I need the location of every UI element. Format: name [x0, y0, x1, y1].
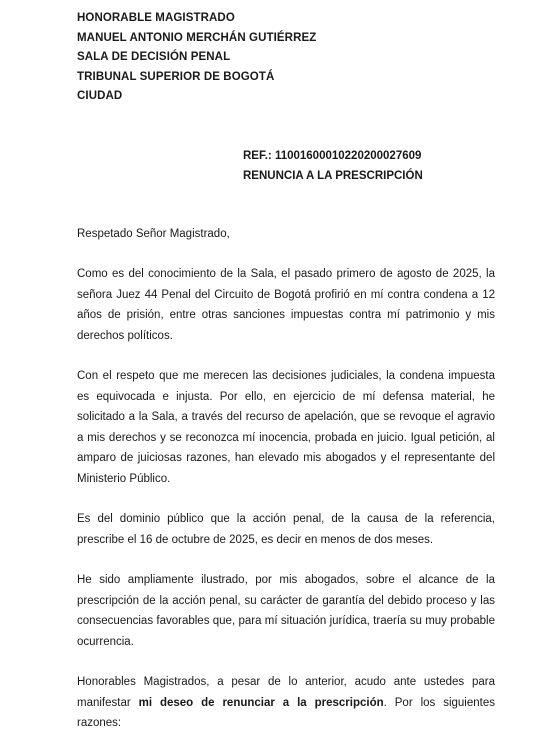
- addressee-court: TRIBUNAL SUPERIOR DE BOGOTÁ: [77, 70, 275, 83]
- reference-subject: RENUNCIA A LA PRESCRIPCIÓN: [243, 170, 423, 182]
- paragraph-5-intro: Honorables Magistrados, a pesar de lo anterior, acudo ante ustedes para manifestar: [77, 676, 495, 709]
- addressee-name: MANUEL ANTONIO MERCHÁN GUTIÉRREZ: [77, 31, 317, 44]
- addressee-city: CIUDAD: [77, 90, 123, 102]
- addressee-title: HONORABLE MAGISTRADO: [77, 12, 235, 24]
- paragraph-2: Con el respeto que me merecen las decisiones judiciales, la condena impuesta es equivocada e injusta. Por ello, en ejercicio de mí defensa material, he solicitado a la Sala, a través del recurso de apelación, que se revoque el agravio a mis derechos y se reconozca mí inocencia, probada en juicio. Igual petición, al amparo de juiciosas razones, han elevado mis abogados y el representante del Ministerio Público.: [77, 370, 495, 485]
- paragraph-4: He sido ampliamente ilustrado, por mis abogados, sobre el alcance de la prescripción de la acción penal, su carácter de garantía del debido proceso y las consecuencias favorables que, para mí situación jurídica, traería su muy probable ocurrencia.: [77, 574, 495, 648]
- reference-block: [243, 146, 543, 186]
- addressee-block: [77, 9, 497, 107]
- paragraph-5-emphasis: mi deseo de renunciar a la prescripción: [138, 696, 384, 709]
- paragraph-3: Es del dominio público que la acción penal, de la causa de la referencia, prescribe el 16 de octubre de 2025, es decir en menos de dos meses.: [77, 513, 495, 546]
- salutation: Respetado Señor Magistrado,: [77, 228, 230, 240]
- letter-body: [77, 224, 495, 754]
- paragraph-1: Como es del conocimiento de la Sala, el pasado primero de agosto de 2025, la señora Juez 44 Penal del Circuito de Bogotá profirió en mí contra condena a 12 años de prisión, entre otras sanciones impuestas contra mí patrimonio y mis derechos políticos.: [77, 268, 495, 342]
- paragraph-5-outro: . Por los siguientes razones:: [77, 696, 495, 729]
- reference-number: REF.: 11001600010220200027609: [243, 150, 422, 162]
- addressee-chamber: SALA DE DECISIÓN PENAL: [77, 51, 231, 63]
- paragraph-5: [77, 672, 495, 734]
